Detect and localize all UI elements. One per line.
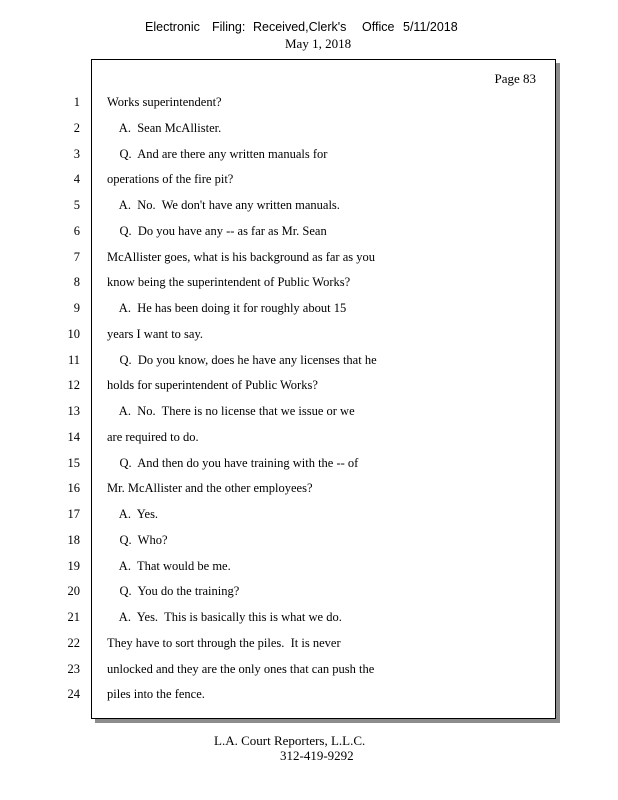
filing-stamp-header bbox=[0, 20, 618, 36]
line-text: A. Yes. This is basically this is what we do. bbox=[107, 610, 342, 624]
line-number: 8 bbox=[73, 275, 80, 290]
line-text: years I want to say. bbox=[107, 326, 204, 341]
line-number: 17 bbox=[67, 507, 80, 521]
line-number: 7 bbox=[73, 249, 80, 264]
line-number: 16 bbox=[67, 481, 80, 496]
line-text: A. Yes. bbox=[107, 507, 159, 521]
line-number: 10 bbox=[67, 326, 80, 341]
transcript-line bbox=[0, 250, 560, 268]
page-number: Page 83 bbox=[494, 71, 536, 86]
footer-phone: 312-419-9292 bbox=[280, 748, 354, 763]
line-text: unlocked and they are the only ones that can push the bbox=[107, 661, 375, 676]
line-text: Works superintendent? bbox=[107, 95, 222, 109]
line-text: A. No. There is no license that we issue or we bbox=[107, 404, 355, 418]
transcript-line bbox=[0, 172, 560, 190]
line-number: 23 bbox=[67, 661, 80, 676]
transcript-line bbox=[0, 404, 560, 422]
line-text: A. He has been doing it for roughly about 15 bbox=[107, 301, 347, 315]
line-number: 6 bbox=[73, 223, 80, 238]
line-number: 14 bbox=[67, 429, 80, 444]
transcript-line bbox=[0, 687, 560, 705]
transcript-line bbox=[0, 353, 560, 371]
line-text: McAllister goes, what is his background as far as you bbox=[107, 249, 375, 264]
line-number: 12 bbox=[67, 378, 80, 393]
line-text: are required to do. bbox=[107, 429, 199, 444]
line-text: Q. Do you know, does he have any licenses that he bbox=[107, 352, 377, 367]
filing-stamp-received: Received,Clerk's bbox=[253, 20, 347, 34]
transcript-line bbox=[0, 636, 560, 654]
transcript-line bbox=[0, 327, 560, 345]
line-number: 20 bbox=[67, 584, 80, 599]
line-number: 21 bbox=[67, 610, 80, 624]
transcript-line bbox=[0, 662, 560, 680]
line-number: 9 bbox=[73, 301, 80, 315]
line-text: Q. And are there any written manuals for bbox=[107, 146, 328, 161]
line-text: operations of the fire pit? bbox=[107, 172, 234, 187]
line-number: 22 bbox=[67, 635, 80, 650]
line-text: A. That would be me. bbox=[107, 558, 231, 573]
line-text: They have to sort through the piles. It is never bbox=[107, 635, 341, 650]
transcript-line bbox=[0, 456, 560, 474]
line-text: A. No. We don't have any written manuals. bbox=[107, 198, 340, 212]
transcript-line bbox=[0, 275, 560, 293]
line-text: Mr. McAllister and the other employees? bbox=[107, 481, 313, 496]
line-number: 4 bbox=[73, 172, 80, 187]
filing-stamp-date: 5/11/2018 bbox=[403, 20, 458, 34]
line-number: 13 bbox=[67, 404, 80, 418]
line-number: 2 bbox=[73, 120, 80, 135]
line-text: know being the superintendent of Public Works? bbox=[107, 275, 351, 290]
line-number: 24 bbox=[67, 687, 80, 702]
line-number: 1 bbox=[73, 95, 80, 109]
line-text: Q. You do the training? bbox=[107, 584, 240, 599]
transcript-line bbox=[0, 507, 560, 525]
transcript-line bbox=[0, 378, 560, 396]
line-text: Q. And then do you have training with the -- of bbox=[107, 455, 359, 470]
line-number: 18 bbox=[67, 532, 80, 547]
line-text: piles into the fence. bbox=[107, 687, 205, 702]
line-number: 5 bbox=[73, 198, 80, 212]
transcript-line bbox=[0, 95, 560, 113]
deposition-date: May 1, 2018 bbox=[285, 36, 352, 51]
transcript-line bbox=[0, 198, 560, 216]
filing-stamp-office: Office bbox=[362, 20, 395, 34]
filing-stamp-filing: Filing: bbox=[212, 20, 246, 34]
filing-stamp-electronic: Electronic bbox=[145, 20, 200, 34]
transcript-line bbox=[0, 610, 560, 628]
transcript-line bbox=[0, 584, 560, 602]
line-number: 3 bbox=[73, 146, 80, 161]
transcript-line bbox=[0, 559, 560, 577]
transcript-line bbox=[0, 533, 560, 551]
transcript-line bbox=[0, 481, 560, 499]
line-number: 19 bbox=[67, 558, 80, 573]
line-number: 15 bbox=[67, 455, 80, 470]
transcript-line bbox=[0, 301, 560, 319]
line-text: A. Sean McAllister. bbox=[107, 120, 222, 135]
line-text: Q. Who? bbox=[107, 532, 168, 547]
footer-company: L.A. Court Reporters, L.L.C. bbox=[214, 733, 366, 748]
transcript-line bbox=[0, 430, 560, 448]
line-text: Q. Do you have any -- as far as Mr. Sean bbox=[107, 223, 327, 238]
line-number: 11 bbox=[67, 352, 80, 367]
line-text: holds for superintendent of Public Works? bbox=[107, 378, 318, 393]
transcript-line bbox=[0, 224, 560, 242]
transcript-line bbox=[0, 147, 560, 165]
transcript-line bbox=[0, 121, 560, 139]
